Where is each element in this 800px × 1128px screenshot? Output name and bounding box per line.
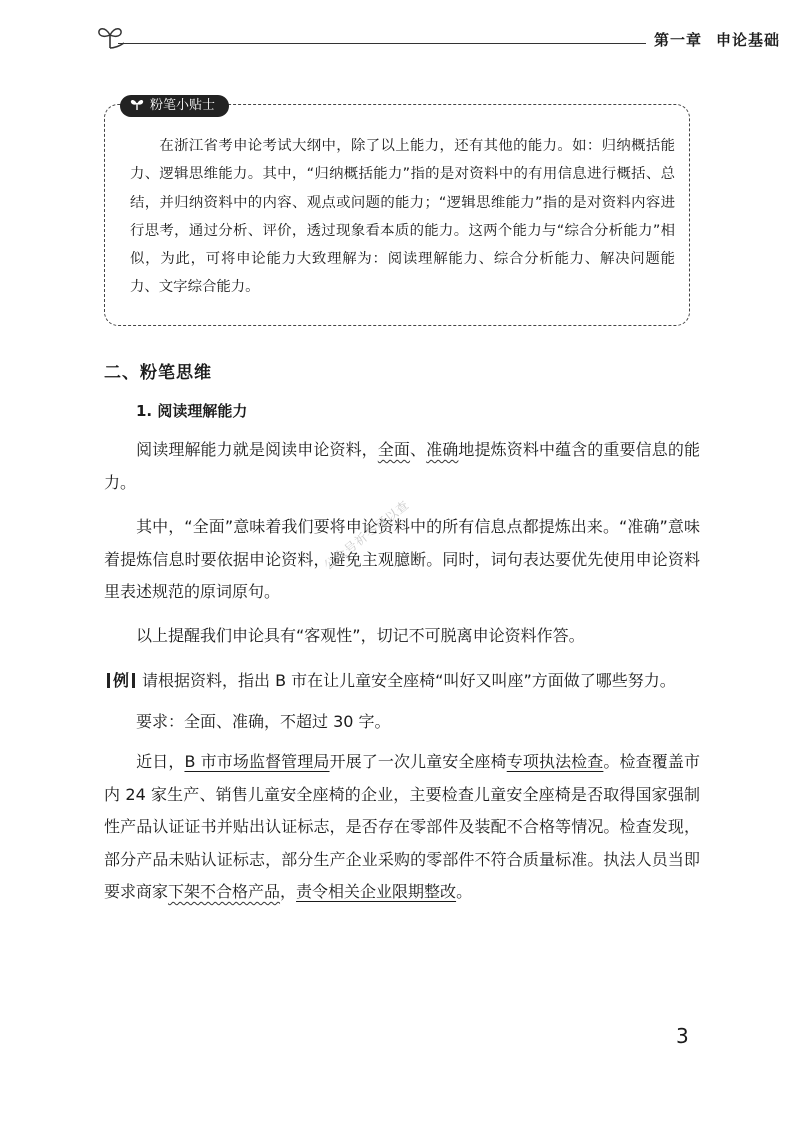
paragraph-definition (104, 434, 700, 499)
example-mark-text: 例 (113, 671, 130, 690)
emphasis-accurate: 准确 (426, 440, 459, 459)
text-run: 近日， (136, 752, 185, 771)
sprout-icon (130, 97, 144, 111)
paragraph-explanation (104, 511, 700, 609)
text-run: 。检查覆盖市内 24 家生产、销售儿童安全座椅的企业，主要检查儿童安全座椅是否取得国家强制性产品认证证书并贴出认证标志，是否存在零部件及装配不合格等情况。检查发现，部分产品未贴认证标志，部分生产企业采购的零部件不符合质量标准。执法人员当即要求商家 (104, 752, 700, 901)
running-header (96, 22, 781, 52)
paragraph-material (104, 746, 700, 909)
tip-text (130, 132, 675, 302)
chapter-number: 第一章 (654, 31, 703, 49)
text-run: 开展了一次儿童安全座椅 (329, 752, 507, 771)
text-run: 其中，“全面”意味着我们要将申论资料中的所有信息点都提炼出来。“准确”意味着提炼信息时要依据申论资料，避免主观臆断。同时，词句表达要优先使用申论资料里表述规范的原词原句。 (104, 517, 700, 601)
tip-body: 在浙江省考申论考试大纲中，除了以上能力，还有其他的能力。如：归纳概括能力、逻辑思维能力。其中，“归纳概括能力”指的是对资料中的有用信息进行概括、总结，并归纳资料中的内容、观点或问题的能力；“逻辑思维能力”指的是对资料内容进行思考，通过分析、评价，透过现象看本质的能力。这两个能力与“综合分析能力”相似，为此，可将申论能力大致理解为：阅读理解能力、综合分析能力、解决问题能力、文字综合能力。 (130, 138, 675, 296)
header-rule (118, 43, 646, 44)
example-requirement (104, 706, 700, 739)
text-run: 以上提醒我们申论具有“客观性”，切记不可脱离申论资料作答。 (136, 626, 585, 645)
example-question (104, 665, 700, 698)
underlined-agency: B 市市场监督管理局 (184, 752, 330, 771)
example-question-text: 请根据资料，指出 B 市在让儿童安全座椅“叫好又叫座”方面做了哪些努力。 (142, 671, 676, 690)
text-run: ， (280, 882, 297, 901)
text-run: 。 (456, 882, 473, 901)
text-run: 阅读理解能力就是阅读申论资料， (136, 440, 378, 459)
subsection-heading: 1. 阅读理解能力 (136, 402, 248, 420)
underlined-remove-products: 下架不合格产品 (168, 882, 281, 901)
text-run: 、 (410, 440, 427, 459)
page-number: 3 (676, 1024, 689, 1048)
chapter-name: 申论基础 (716, 31, 781, 49)
requirement-text: 要求：全面、准确，不超过 30 字。 (136, 712, 391, 731)
emphasis-complete: 全面 (377, 440, 411, 459)
sprout-icon (96, 24, 124, 50)
paragraph-reminder (104, 620, 700, 653)
watermark: 公众号祈冬可以查 (321, 497, 412, 573)
text-run: 地提炼资料中蕴含的重要信息的能力。 (104, 440, 700, 492)
chapter-title (654, 29, 780, 50)
tip-label-text: 粉笔小贴士 (150, 98, 216, 113)
tip-label (120, 95, 229, 117)
section-heading: 二、粉笔思维 (104, 363, 212, 383)
underlined-inspection: 专项执法检查 (506, 752, 604, 771)
underlined-rectification: 责令相关企业限期整改 (296, 882, 457, 901)
example-mark (104, 665, 138, 698)
